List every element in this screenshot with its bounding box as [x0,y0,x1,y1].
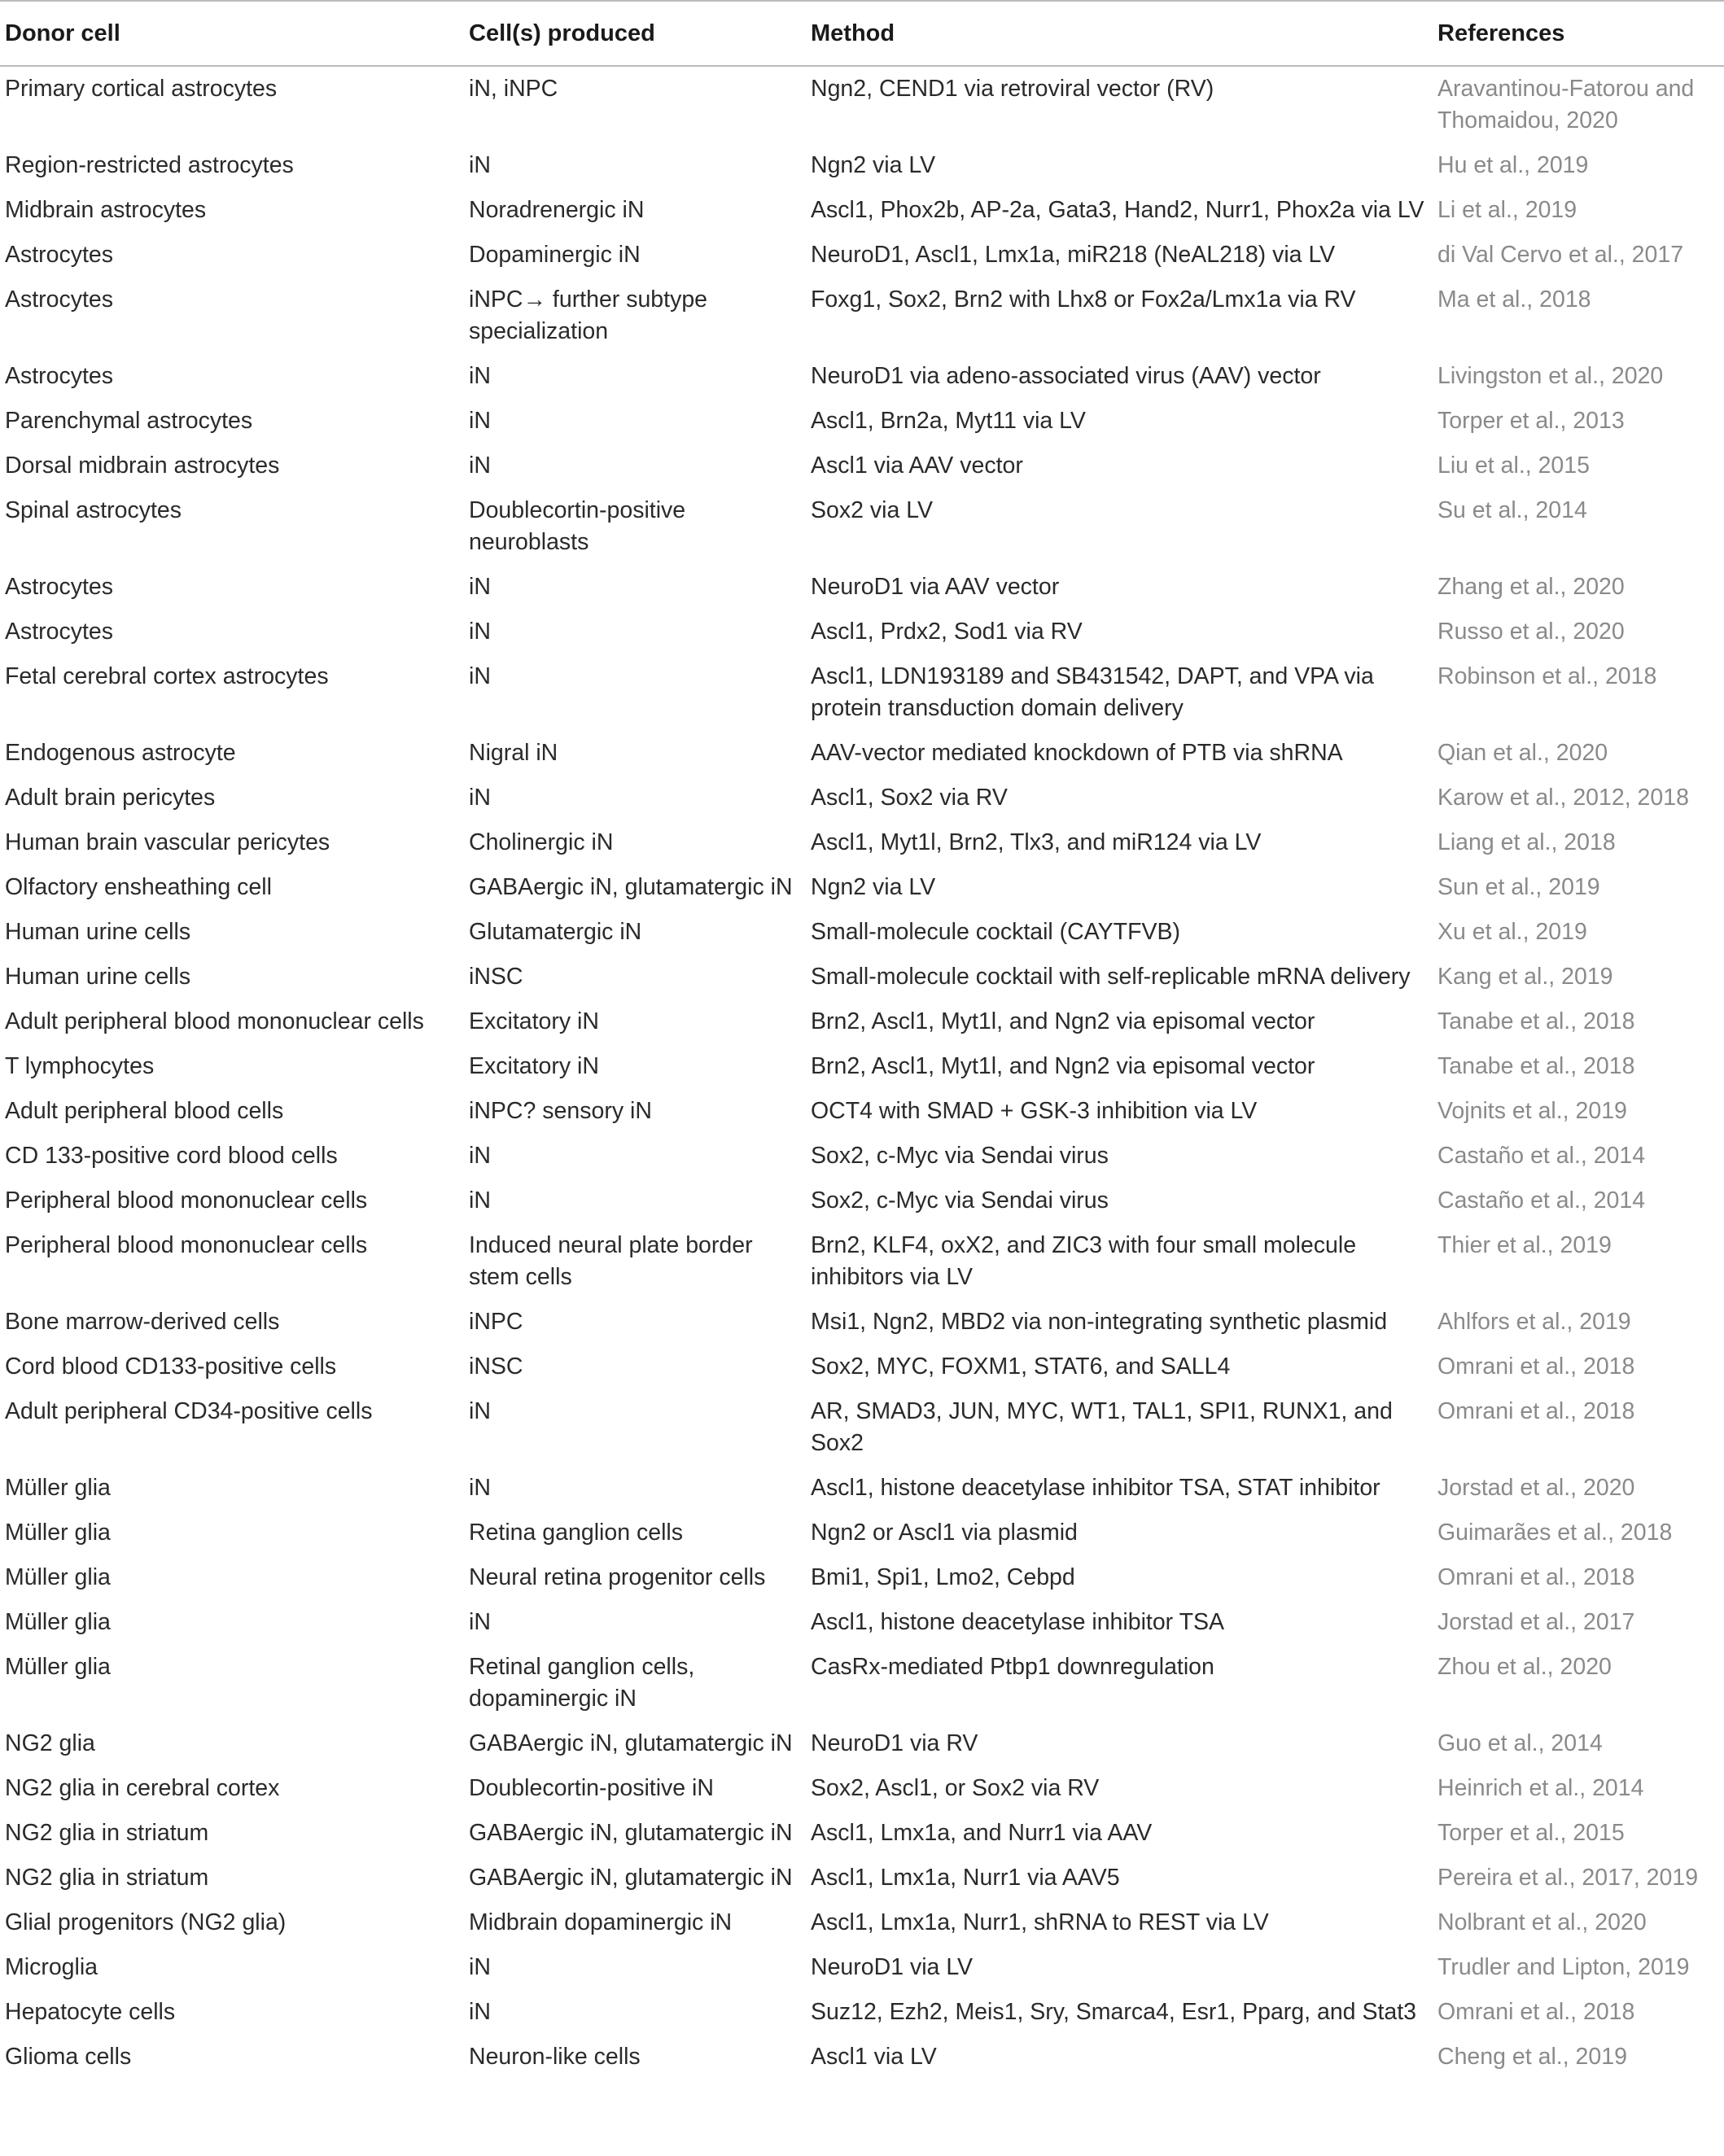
reference-cell: Nolbrant et al., 2020 [1437,1909,1647,1935]
cells-produced-cell: Excitatory iN [469,1008,599,1034]
method-cell: Brn2, KLF4, oxX2, and ZIC3 with four small molecule inhibitors via LV [811,1232,1357,1290]
reference-cell: Karow et al., 2012, 2018 [1437,785,1689,811]
donor-cell-cell: Region-restricted astrocytes [5,152,294,178]
table-row [0,1389,1724,1466]
cells-produced-cell: iN, iNPC [469,76,558,102]
table-row [0,865,1724,910]
reference-cell: Guimarães et al., 2018 [1437,1520,1673,1546]
table-row [0,565,1724,610]
reference-cell: Zhou et al., 2020 [1437,1654,1612,1680]
cells-produced-cell: Noradrenergic iN [469,197,645,223]
reference-cell: Omrani et al., 2018 [1437,1398,1635,1424]
method-cell: Foxg1, Sox2, Brn2 with Lhx8 or Fox2a/Lmx1a via RV [811,286,1356,313]
donor-cell-cell: Glial progenitors (NG2 glia) [5,1909,287,1935]
reference-cell: Ahlfors et al., 2019 [1437,1309,1631,1335]
cells-produced-cell: Dopaminergic iN [469,242,641,268]
reference-cell: Trudler and Lipton, 2019 [1437,1954,1690,1980]
method-cell: Ngn2 via LV [811,874,936,900]
cells-produced-cell: iN [469,1143,491,1169]
donor-cell-cell: Peripheral blood mononuclear cells [5,1187,368,1214]
donor-cell-cell: Bone marrow-derived cells [5,1309,280,1335]
method-cell: Ascl1, Sox2 via RV [811,785,1008,811]
donor-cell-cell: T lymphocytes [5,1053,155,1079]
cells-produced-cell: iNSC [469,1354,523,1380]
donor-cell-cell: Fetal cerebral cortex astrocytes [5,663,329,689]
donor-cell-cell: Müller glia [5,1609,111,1635]
method-cell: Ascl1, histone deacetylase inhibitor TSA [811,1609,1225,1635]
cells-produced-cell: iN [469,453,491,479]
header-cells-produced: Cell(s) produced [464,1,806,66]
donor-cell-cell: Primary cortical astrocytes [5,76,278,102]
table-row [0,776,1724,820]
reference-cell: Xu et al., 2019 [1437,919,1587,945]
method-cell: Sox2, c-Myc via Sendai virus [811,1187,1109,1214]
table-row [0,1856,1724,1900]
cells-produced-cell: iNPC→ further subtype specialization [469,286,708,344]
cells-produced-cell: iN [469,363,491,389]
reference-cell: Aravantinou-Fatorou and Thomaidou, 2020 [1437,76,1695,133]
method-cell: Ascl1, Lmx1a, Nurr1 via AAV5 [811,1865,1120,1891]
method-cell: Ascl1, Phox2b, AP-2a, Gata3, Hand2, Nurr1, Phox2a via LV [811,197,1424,223]
method-cell: AR, SMAD3, JUN, MYC, WT1, TAL1, SPI1, RUNX1, and Sox2 [811,1398,1393,1456]
table-row [0,1811,1724,1856]
reference-cell: Zhang et al., 2020 [1437,574,1625,600]
table-row [0,278,1724,354]
method-cell: Sox2, c-Myc via Sendai virus [811,1143,1109,1169]
reference-cell: Castaño et al., 2014 [1437,1143,1646,1169]
donor-cell-cell: Peripheral blood mononuclear cells [5,1232,368,1258]
table-row [0,143,1724,188]
reference-cell: Cheng et al., 2019 [1437,2044,1627,2070]
cells-produced-cell: iN [469,408,491,434]
header-donor-cell: Donor cell [0,1,464,66]
table-row [0,354,1724,399]
method-cell: Small-molecule cocktail (CAYTFVB) [811,919,1180,945]
table-row [0,1645,1724,1721]
table-row [0,654,1724,731]
table-row [0,1555,1724,1600]
donor-cell-cell: Glioma cells [5,2044,132,2070]
donor-cell-cell: Microglia [5,1954,98,1980]
donor-cell-cell: Müller glia [5,1520,111,1546]
reference-cell: Hu et al., 2019 [1437,152,1589,178]
donor-cell-cell: Astrocytes [5,286,114,313]
table-row [0,1900,1724,1945]
header-row [0,1,1724,66]
cells-produced-cell: Neural retina progenitor cells [469,1564,766,1590]
method-cell: CasRx-mediated Ptbp1 downregulation [811,1654,1214,1680]
cells-produced-cell: iN [469,574,491,600]
donor-cell-cell: Cord blood CD133-positive cells [5,1354,337,1380]
reference-cell: Guo et al., 2014 [1437,1730,1603,1756]
table-row [0,1990,1724,2035]
reference-cell: Omrani et al., 2018 [1437,1999,1635,2025]
donor-cell-cell: Müller glia [5,1564,111,1590]
table-row [0,1044,1724,1089]
cells-produced-cell: GABAergic iN, glutamatergic iN [469,1865,793,1891]
table-row [0,444,1724,488]
cells-produced-cell: Glutamatergic iN [469,919,642,945]
method-cell: Brn2, Ascl1, Myt1l, and Ngn2 via episomal vector [811,1053,1315,1079]
cells-produced-cell: iN [469,1954,491,1980]
cells-produced-cell: Retinal ganglion cells, dopaminergic iN [469,1654,695,1712]
donor-cell-cell: Olfactory ensheathing cell [5,874,272,900]
table-row [0,488,1724,565]
reference-cell: Torper et al., 2015 [1437,1820,1625,1846]
table-row [0,955,1724,999]
donor-cell-cell: Müller glia [5,1475,111,1501]
header-method: Method [806,1,1433,66]
donor-cell-cell: Adult peripheral blood mononuclear cells [5,1008,424,1034]
donor-cell-cell: Adult peripheral CD34-positive cells [5,1398,373,1424]
cells-produced-cell: Retina ganglion cells [469,1520,683,1546]
table-body [0,66,1724,2073]
donor-cell-cell: NG2 glia in striatum [5,1820,209,1846]
method-cell: Ngn2 or Ascl1 via plasmid [811,1520,1078,1546]
table-row [0,610,1724,654]
reference-cell: di Val Cervo et al., 2017 [1437,242,1684,268]
table-row [0,820,1724,865]
method-cell: NeuroD1 via RV [811,1730,978,1756]
table-header [0,1,1724,66]
reference-cell: Jorstad et al., 2017 [1437,1609,1635,1635]
method-cell: Sox2, Ascl1, or Sox2 via RV [811,1775,1100,1801]
donor-cell-cell: Hepatocyte cells [5,1999,176,2025]
reference-cell: Torper et al., 2013 [1437,408,1625,434]
cells-produced-cell: iNSC [469,964,523,990]
table-row [0,2035,1724,2073]
table-row [0,1300,1724,1345]
cells-produced-cell: iN [469,1187,491,1214]
cells-produced-cell: iNPC? sensory iN [469,1098,652,1124]
method-cell: Bmi1, Spi1, Lmo2, Cebpd [811,1564,1075,1590]
reference-cell: Jorstad et al., 2020 [1437,1475,1635,1501]
donor-cell-cell: Adult peripheral blood cells [5,1098,284,1124]
cells-produced-cell: iNPC [469,1309,523,1335]
cells-produced-cell: iN [469,619,491,645]
table-row [0,1179,1724,1223]
donor-cell-cell: NG2 glia [5,1730,95,1756]
reference-cell: Vojnits et al., 2019 [1437,1098,1627,1124]
cells-produced-cell: GABAergic iN, glutamatergic iN [469,1730,793,1756]
table-row [0,1345,1724,1389]
reference-cell: Heinrich et al., 2014 [1437,1775,1644,1801]
reference-cell: Kang et al., 2019 [1437,964,1613,990]
donor-cell-cell: NG2 glia in cerebral cortex [5,1775,280,1801]
reference-cell: Castaño et al., 2014 [1437,1187,1646,1214]
donor-cell-cell: Midbrain astrocytes [5,197,207,223]
table-row [0,1600,1724,1645]
method-cell: Ngn2 via LV [811,152,936,178]
cells-produced-cell: Induced neural plate border stem cells [469,1232,753,1290]
reference-cell: Tanabe et al., 2018 [1437,1008,1635,1034]
reference-cell: Tanabe et al., 2018 [1437,1053,1635,1079]
donor-cell-cell: Human urine cells [5,919,191,945]
method-cell: Ascl1, histone deacetylase inhibitor TSA, STAT inhibitor [811,1475,1381,1501]
reference-cell: Pereira et al., 2017, 2019 [1437,1865,1699,1891]
cells-produced-cell: iN [469,152,491,178]
header-references: References [1433,1,1724,66]
donor-cell-cell: Astrocytes [5,242,114,268]
method-cell: Ascl1, Brn2a, Myt11 via LV [811,408,1086,434]
method-cell: Ascl1, Lmx1a, Nurr1, shRNA to REST via LV [811,1909,1269,1935]
table-row [0,1511,1724,1555]
reference-cell: Robinson et al., 2018 [1437,663,1657,689]
method-cell: NeuroD1 via LV [811,1954,974,1980]
table-row [0,731,1724,776]
method-cell: Suz12, Ezh2, Meis1, Sry, Smarca4, Esr1, Pparg, and Stat3 [811,1999,1416,2025]
reference-cell: Omrani et al., 2018 [1437,1354,1635,1380]
cells-produced-cell: GABAergic iN, glutamatergic iN [469,874,793,900]
table-row [0,1766,1724,1811]
method-cell: Sox2 via LV [811,497,933,523]
table-row [0,399,1724,444]
method-cell: Ascl1 via AAV vector [811,453,1023,479]
donor-cell-cell: Parenchymal astrocytes [5,408,253,434]
cells-produced-cell: Nigral iN [469,740,558,766]
table-row [0,233,1724,278]
method-cell: AAV-vector mediated knockdown of PTB via shRNA [811,740,1343,766]
cells-produced-cell: iN [469,663,491,689]
donor-cell-cell: Human urine cells [5,964,191,990]
donor-cell-cell: Astrocytes [5,574,114,600]
method-cell: NeuroD1 via AAV vector [811,574,1060,600]
reference-cell: Russo et al., 2020 [1437,619,1625,645]
reference-cell: Qian et al., 2020 [1437,740,1608,766]
table-row [0,1945,1724,1990]
method-cell: Brn2, Ascl1, Myt1l, and Ngn2 via episomal vector [811,1008,1315,1034]
cells-produced-cell: GABAergic iN, glutamatergic iN [469,1820,793,1846]
table-row [0,1721,1724,1766]
method-cell: Ascl1 via LV [811,2044,937,2070]
cells-produced-cell: iN [469,1999,491,2025]
method-cell: NeuroD1 via adeno-associated virus (AAV) vector [811,363,1321,389]
donor-cell-cell: NG2 glia in striatum [5,1865,209,1891]
method-cell: Ascl1, Lmx1a, and Nurr1 via AAV [811,1820,1153,1846]
table-row [0,1223,1724,1300]
donor-cell-cell: Spinal astrocytes [5,497,182,523]
method-cell: Sox2, MYC, FOXM1, STAT6, and SALL4 [811,1354,1231,1380]
method-cell: Ascl1, Myt1l, Brn2, Tlx3, and miR124 via LV [811,829,1262,855]
donor-cell-cell: Müller glia [5,1654,111,1680]
method-cell: NeuroD1, Ascl1, Lmx1a, miR218 (NeAL218) via LV [811,242,1336,268]
reference-cell: Liu et al., 2015 [1437,453,1590,479]
reference-cell: Thier et al., 2019 [1437,1232,1612,1258]
cells-produced-cell: iN [469,1609,491,1635]
donor-cell-cell: Dorsal midbrain astrocytes [5,453,280,479]
cells-produced-cell: Doublecortin-positive neuroblasts [469,497,686,555]
donor-cell-cell: Endogenous astrocyte [5,740,236,766]
table-row [0,999,1724,1044]
method-cell: OCT4 with SMAD + GSK-3 inhibition via LV [811,1098,1258,1124]
method-cell: Msi1, Ngn2, MBD2 via non-integrating synthetic plasmid [811,1309,1388,1335]
donor-cell-cell: Adult brain pericytes [5,785,216,811]
donor-cell-cell: Human brain vascular pericytes [5,829,330,855]
cells-produced-cell: iN [469,785,491,811]
method-cell: Ascl1, Prdx2, Sod1 via RV [811,619,1083,645]
cells-produced-cell: iN [469,1398,491,1424]
cells-produced-cell: Midbrain dopaminergic iN [469,1909,733,1935]
donor-cell-cell: Astrocytes [5,363,114,389]
reference-cell: Ma et al., 2018 [1437,286,1591,313]
cells-produced-cell: iN [469,1475,491,1501]
reference-cell: Sun et al., 2019 [1437,874,1600,900]
reference-cell: Li et al., 2019 [1437,197,1577,223]
table-row [0,1134,1724,1179]
cells-produced-cell: Excitatory iN [469,1053,599,1079]
cells-produced-cell: Cholinergic iN [469,829,614,855]
method-cell: Small-molecule cocktail with self-replicable mRNA delivery [811,964,1411,990]
reference-cell: Liang et al., 2018 [1437,829,1616,855]
table-row [0,910,1724,955]
method-cell: Ascl1, LDN193189 and SB431542, DAPT, and VPA via protein transduction domain delivery [811,663,1374,721]
donor-cell-cell: CD 133-positive cord blood cells [5,1143,338,1169]
cells-produced-cell: Doublecortin-positive iN [469,1775,714,1801]
table-row [0,1466,1724,1511]
table-row [0,188,1724,233]
reference-cell: Su et al., 2014 [1437,497,1587,523]
table-row [0,66,1724,143]
donor-cell-cell: Astrocytes [5,619,114,645]
cells-produced-cell: Neuron-like cells [469,2044,641,2070]
table-row [0,1089,1724,1134]
reference-cell: Livingston et al., 2020 [1437,363,1664,389]
method-cell: Ngn2, CEND1 via retroviral vector (RV) [811,76,1214,102]
reference-cell: Omrani et al., 2018 [1437,1564,1635,1590]
